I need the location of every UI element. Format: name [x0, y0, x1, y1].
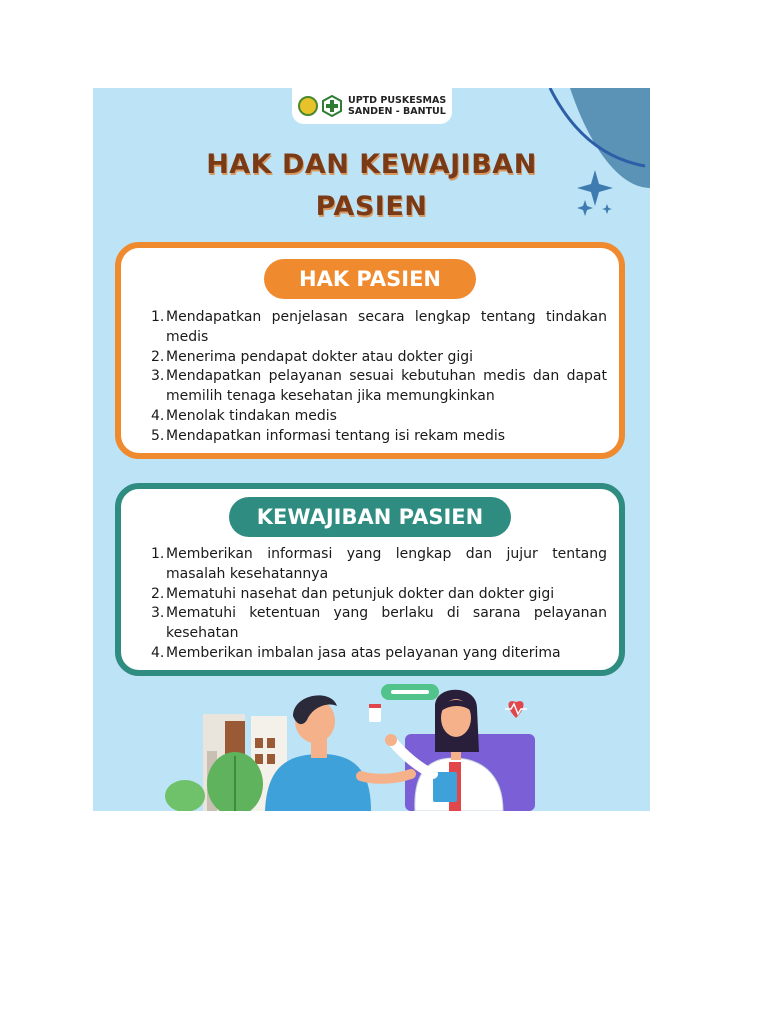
- logo-line1: UPTD PUSKESMAS: [348, 94, 447, 106]
- poster: [93, 88, 650, 811]
- kewajiban-pasien-list: [151, 545, 607, 664]
- hak-pasien-heading: HAK PASIEN: [264, 259, 476, 299]
- list-item: 1. Mendapatkan penjelasan secara lengkap tentang tindakan medis: [151, 309, 607, 345]
- sparkle-icon: [577, 170, 627, 220]
- heart-pulse-icon: [505, 701, 527, 718]
- page-title: [93, 144, 650, 228]
- title-line2: PASIEN: [315, 191, 428, 222]
- puskesmas-cross-icon: [321, 95, 343, 117]
- hak-pasien-card: [115, 242, 625, 459]
- list-item: 2. Mematuhi nasehat dan petunjuk dokter dan dokter gigi: [151, 585, 555, 602]
- list-item: 5. Mendapatkan informasi tentang isi rekam medis: [151, 427, 506, 444]
- list-item: 2. Menerima pendapat dokter atau dokter gigi: [151, 348, 473, 365]
- list-item: 3. Mendapatkan pelayanan sesuai kebutuhan medis dan dapat memilih tenaga kesehatan jika memungkinkan: [151, 368, 607, 405]
- logo-line2: SANDEN - BANTUL: [348, 106, 446, 117]
- sleman-seal-icon: [298, 96, 318, 116]
- hak-pasien-list: [151, 308, 607, 447]
- doctor-patient-illustration: [93, 676, 650, 811]
- chat-bubble-icon: [381, 684, 439, 700]
- list-item: 1. Memberikan informasi yang lengkap dan jujur tentang masalah kesehatannya: [151, 546, 607, 582]
- list-item: 4. Memberikan imbalan jasa atas pelayanan yang diterima: [151, 644, 561, 661]
- kewajiban-pasien-card: [115, 483, 625, 676]
- logo-text: [348, 95, 446, 118]
- title-line1: HAK DAN KEWAJIBAN: [206, 149, 537, 180]
- list-item: 4. Menolak tindakan medis: [151, 407, 337, 424]
- kewajiban-pasien-heading: KEWAJIBAN PASIEN: [229, 497, 511, 537]
- logo-badge: [292, 88, 452, 124]
- list-item: 3. Mematuhi ketentuan yang berlaku di sarana pelayanan kesehatan: [151, 605, 607, 642]
